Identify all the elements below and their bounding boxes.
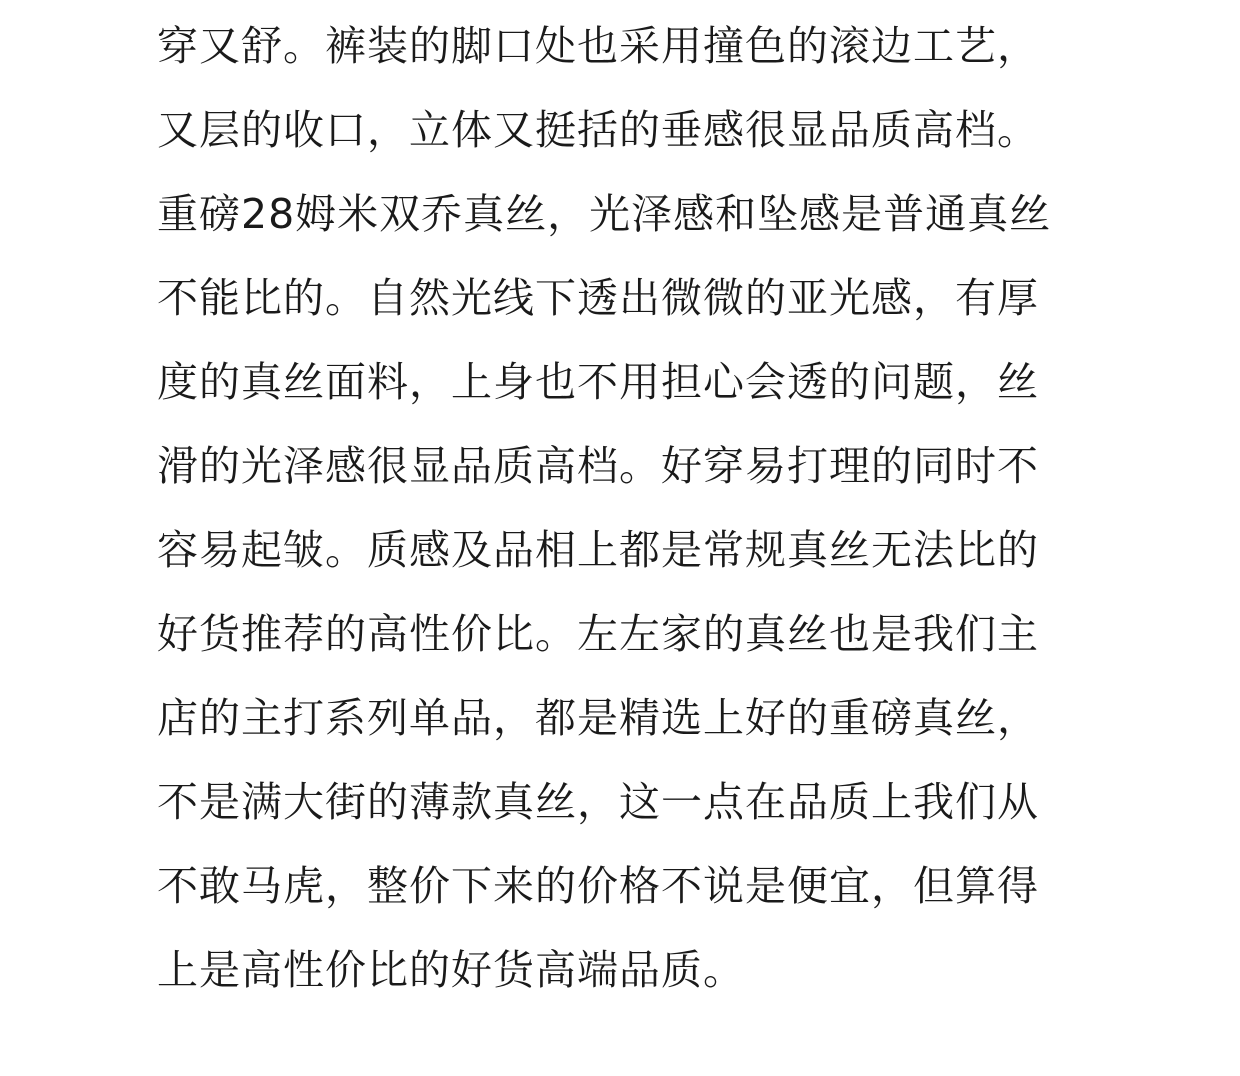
text-line: 店的主打系列单品，都是精选上好的重磅真丝， <box>157 694 1039 742</box>
text-line: 容易起皱。质感及品相上都是常规真丝无法比的 <box>157 526 1039 574</box>
text-line: 上是高性价比的好货高端品质。 <box>157 946 745 994</box>
article-body <box>157 4 1157 1012</box>
text-line: 不敢马虎，整价下来的价格不说是便宜，但算得 <box>157 862 1039 910</box>
text-line: 度的真丝面料，上身也不用担心会透的问题，丝 <box>157 358 1039 406</box>
text-line: 好货推荐的高性价比。左左家的真丝也是我们主 <box>157 610 1039 658</box>
text-line: 不能比的。自然光线下透出微微的亚光感，有厚 <box>157 274 1039 322</box>
text-line: 滑的光泽感很显品质高档。好穿易打理的同时不 <box>157 442 1039 490</box>
text-line: 重磅28姆米双乔真丝，光泽感和坠感是普通真丝 <box>157 190 1052 238</box>
text-line: 不是满大街的薄款真丝，这一点在品质上我们从 <box>157 778 1039 826</box>
text-line: 又层的收口，立体又挺括的垂感很显品质高档。 <box>157 106 1039 154</box>
text-line: 穿又舒。裤装的脚口处也采用撞色的滚边工艺， <box>157 22 1039 70</box>
